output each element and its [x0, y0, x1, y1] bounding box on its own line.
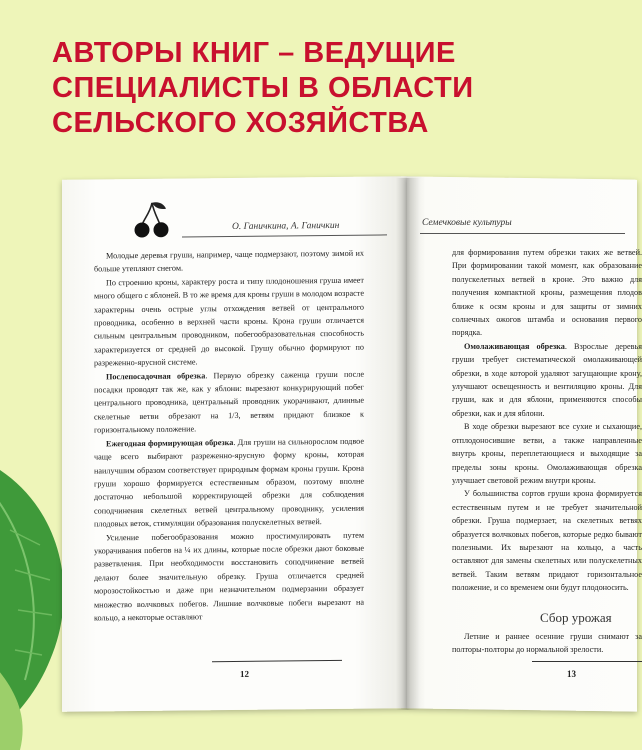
page-number: 13 [567, 669, 576, 679]
section-heading: Послепосадочная обрезка [106, 370, 206, 382]
paragraph: У большинства сортов груши крона формируется естественным путем и не требует значительной обрезки. Груша подмерзает, на скелетных ветвях образуется волчковых побегов, которые редко бывают полезными. Их вырезают на кольцо, а часть оставляют для замены скелетных или полускелетных ветвей. Таким ветвям придают горизонтальное положение, и со временем они будут плодоносить. [452, 489, 642, 593]
footer-rule [212, 660, 342, 662]
paragraph: Послепосадочная обрезка. Первую обрезку саженца груши после посадки проводят так же, как у яблони: вырезают конкурирующий побег центрального проводника, центральный проводник укорачивают, длинные скелетные ветви обрезают на 1/3, ветвям придают близкое к горизонтальному положение. [94, 369, 364, 435]
paragraph: Летние и раннее осенние груши снимают за полторы-полторы до нормальной зрелости. [452, 632, 642, 655]
paragraph: Омолаживающая обрезка. Взрослые деревья груши требует систематической омолаживающей обрезки, в ходе которой удаляют загущающие крону, улучшают освещенность и вентиляцию кроны. Для груши, как и для яблони, применяются способы обрезки, как и для яблони. [452, 341, 642, 418]
left-page [62, 176, 407, 712]
paragraph: Молодые деревья груши, например, чаще подмерзают, поэтому зимой их больше утепляют снегом. [94, 248, 364, 274]
page-number: 12 [240, 668, 249, 679]
book-gutter [396, 178, 420, 710]
headline-line-3: СЕЛЬСКОГО ХОЗЯЙСТВА [52, 107, 429, 139]
paragraph: По строению кроны, характеру роста и типу плодоношения груша имеет много общего с яблоней. В то же время для кроны груши в молодом возрасте характерны очень острые углы отхождения ветвей от центрального проводника, особенно в верхней части кроны. Крона груши отличается сильным центральным проводником, побегообразовательная способность характеризуется от средней до высокой. Грушу обычно формируют по разреженно-ярусной системе. [94, 275, 364, 368]
running-head-authors: О. Ганичкина, А. Ганичкин [232, 220, 340, 233]
header-rule [182, 234, 387, 237]
running-head-chapter: Семечковые культуры [422, 218, 512, 228]
section-title: Сбор урожая [540, 610, 612, 625]
headline-line-2: СПЕЦИАЛИСТЫ В ОБЛАСТИ [52, 72, 474, 104]
section-heading: Ежегодная формирующая обрезка [106, 437, 234, 449]
paragraph: Ежегодная формирующая обрезка. Для груши на сильнорослом подвое чаще всего выбирают разреженно-ярусную форму кроны, которая наилучшим образом соответствует природным формам кроны груши. Крона груши хорошо формируется естественным образом, поэтому вполне достаточно небольшой корректирующей обрезки для соблюдения соподчинения скелетных ветвей центральному проводнику, усиления плодовых веток, стимуляции образования полускелетных ветвей. [94, 436, 364, 529]
paragraph: В ходе обрезки вырезают все сухие и сыхающие, отплодоносившие ветви, а также направленные внутрь кроны, переплетающиеся и выходящие за пределы зоны кроны. Омолаживающая обрезка улучшает световой режим внутри кроны. [452, 422, 642, 485]
promo-headline [52, 36, 572, 141]
footer-rule [532, 661, 642, 662]
header-rule [420, 233, 625, 234]
left-page-body [94, 247, 364, 625]
right-page-footer-text [452, 630, 642, 658]
paragraph: Усиление побегообразования можно простимулировать путем укорачивания побегов на ¼ их длины, которые после обрезки дают боковые разветвления. При необходимости восстановить соподчинение ветвей делают более значительную обрезку. Груша отличается средней морозостойкостью и даже при незначительном подмерзании образует множество волчковых побегов. Лишние волчковые побеги вырезают на кольцо, а некоторые оставляют [94, 530, 364, 623]
section-heading: Омолаживающая обрезка [464, 341, 565, 351]
headline-line-1: АВТОРЫ КНИГ – ВЕДУЩИЕ [52, 37, 456, 69]
cherry-icon [132, 201, 172, 239]
open-book [62, 178, 642, 738]
paragraph: для формирования путем обрезки таких же ветвей. При формировании такой момент, как образование полускелетных ветвей в кроне. Это важно для получения компактной кроны, размещения плодов ближе к осям кроны и для защиты от зимних солнечных ожогов штамба и основания первого порядка. [452, 248, 642, 338]
